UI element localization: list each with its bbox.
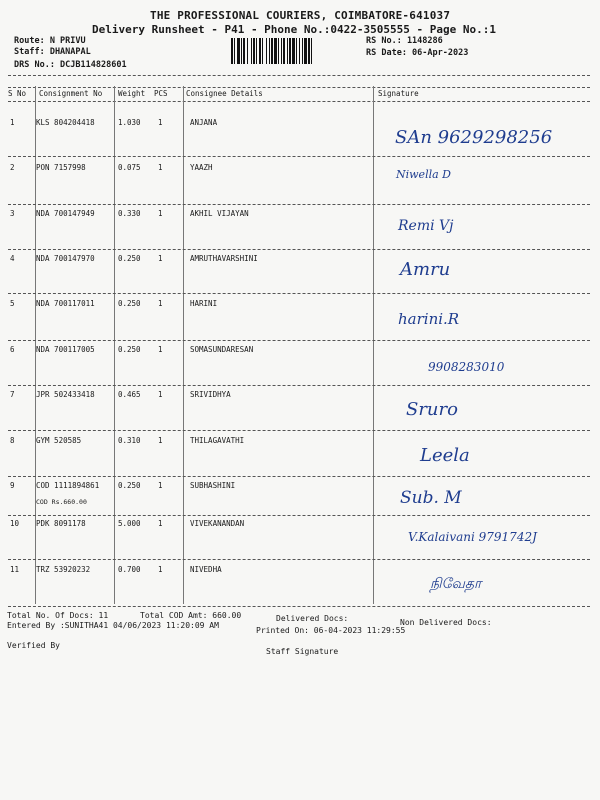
- rs-date: RS Date: 06-Apr-2023: [366, 48, 469, 58]
- row-divider: [8, 156, 590, 157]
- consignee-name: HARINI: [190, 299, 218, 308]
- consignee-name: ANJANA: [190, 118, 218, 127]
- column-header-signature: Signature: [378, 89, 419, 98]
- consignee-name: SRIVIDHYA: [190, 390, 231, 399]
- weight-value: 0.250: [118, 254, 141, 263]
- consignment-number: PDK 8091178: [36, 519, 86, 528]
- weight-value: 0.250: [118, 345, 141, 354]
- row-divider: [8, 204, 590, 205]
- consignee-name: THILAGAVATHI: [190, 436, 245, 445]
- runsheet-subtitle: Delivery Runsheet - P41 - Phone No.:0422-3505555 - Page No.:1: [92, 23, 496, 36]
- verified-by: Verified By: [7, 641, 60, 650]
- staff-signature: Staff Signature: [266, 647, 339, 656]
- pieces-count: 1: [158, 254, 163, 263]
- divider: [8, 606, 590, 607]
- row-number: 2: [10, 163, 15, 172]
- pieces-count: 1: [158, 118, 163, 127]
- column-header-weight: Weight: [118, 89, 146, 98]
- weight-value: 0.310: [118, 436, 141, 445]
- row-divider: [8, 559, 590, 560]
- pieces-count: 1: [158, 299, 163, 308]
- column-line: [183, 86, 184, 604]
- pieces-count: 1: [158, 390, 163, 399]
- column-line: [373, 86, 374, 604]
- consignee-name: VIVEKANANDAN: [190, 519, 245, 528]
- company-title: THE PROFESSIONAL COURIERS, COIMBATORE-641037: [150, 9, 451, 22]
- staff-label: Staff: DHANAPAL: [14, 47, 91, 57]
- pieces-count: 1: [158, 565, 163, 574]
- row-divider: [8, 430, 590, 431]
- row-number: 4: [10, 254, 15, 263]
- handwritten-signature: 9908283010: [428, 360, 505, 374]
- weight-value: 0.330: [118, 209, 141, 218]
- non-delivered-docs: Non Delivered Docs:: [400, 618, 492, 627]
- handwritten-signature: V.Kalaivani 9791742J: [408, 530, 537, 544]
- consignment-number: PON 7157998: [36, 163, 86, 172]
- consignment-number: KLS 804204418: [36, 118, 95, 127]
- weight-value: 0.250: [118, 299, 141, 308]
- row-divider: [8, 293, 590, 294]
- consignee-name: SUBHASHINI: [190, 481, 236, 490]
- divider: [8, 87, 590, 88]
- column-header-consignment: Consignment No: [39, 89, 103, 98]
- consignee-name: NIVEDHA: [190, 565, 222, 574]
- consignee-name: AMRUTHAVARSHINI: [190, 254, 258, 263]
- handwritten-signature: Sruro: [406, 399, 458, 420]
- handwritten-signature: harini.R: [398, 310, 460, 328]
- consignment-number: COD 1111894861: [36, 481, 100, 490]
- row-number: 7: [10, 390, 15, 399]
- consignment-number: TRZ 53920232: [36, 565, 91, 574]
- row-number: 1: [10, 118, 15, 127]
- consignment-number: NDA 700147949: [36, 209, 95, 218]
- drs-number: DRS No.: DCJB114828601: [14, 60, 127, 70]
- row-number: 8: [10, 436, 15, 445]
- consignee-name: AKHIL VIJAYAN: [190, 209, 249, 218]
- consignee-name: SOMASUNDARESAN: [190, 345, 254, 354]
- divider: [8, 75, 590, 76]
- printed-on: Printed On: 06-04-2023 11:29:55: [256, 626, 406, 635]
- pieces-count: 1: [158, 519, 163, 528]
- handwritten-signature: SAn 9629298256: [395, 127, 553, 148]
- entered-by: Entered By :SUNITHA41 04/06/2023 11:20:09 AM: [7, 621, 219, 630]
- column-header-sno: S No: [8, 89, 27, 98]
- row-number: 3: [10, 209, 15, 218]
- weight-value: 0.465: [118, 390, 141, 399]
- handwritten-signature: நிவேதா: [430, 576, 482, 592]
- weight-value: 0.700: [118, 565, 141, 574]
- handwritten-signature: Remi Vj: [398, 218, 454, 234]
- pieces-count: 1: [158, 481, 163, 490]
- row-divider: [8, 515, 590, 516]
- weight-value: 1.030: [118, 118, 141, 127]
- weight-value: 0.250: [118, 481, 141, 490]
- column-header-pcs: PCS: [154, 89, 168, 98]
- weight-value: 0.075: [118, 163, 141, 172]
- consignment-number: NDA 700147970: [36, 254, 95, 263]
- handwritten-signature: Leela: [420, 445, 470, 466]
- row-number: 10: [10, 519, 20, 528]
- delivered-docs: Delivered Docs:: [276, 614, 349, 623]
- column-line: [114, 86, 115, 604]
- handwritten-signature: Sub. M: [400, 488, 462, 508]
- row-divider: [8, 476, 590, 477]
- pieces-count: 1: [158, 345, 163, 354]
- total-docs: Total No. Of Docs: 11: [7, 611, 109, 620]
- column-header-consignee: Consignee Details: [186, 89, 263, 98]
- pieces-count: 1: [158, 163, 163, 172]
- consignment-number: GYM 520585: [36, 436, 82, 445]
- rs-number: RS No.: 1148286: [366, 36, 443, 46]
- row-number: 6: [10, 345, 15, 354]
- cod-amount-note: COD Rs.660.00: [36, 498, 87, 506]
- row-divider: [8, 340, 590, 341]
- row-divider: [8, 249, 590, 250]
- consignee-name: YAAZH: [190, 163, 213, 172]
- row-number: 9: [10, 481, 15, 490]
- weight-value: 5.000: [118, 519, 141, 528]
- barcode: [231, 38, 357, 64]
- route-label: Route: N PRIVU: [14, 36, 86, 46]
- consignment-number: NDA 700117011: [36, 299, 95, 308]
- total-cod-amount: Total COD Amt: 660.00: [140, 611, 242, 620]
- row-number: 11: [10, 565, 20, 574]
- handwritten-signature: Niwella D: [396, 168, 451, 181]
- divider: [8, 101, 590, 102]
- consignment-number: NDA 700117005: [36, 345, 95, 354]
- pieces-count: 1: [158, 436, 163, 445]
- row-divider: [8, 385, 590, 386]
- row-number: 5: [10, 299, 15, 308]
- pieces-count: 1: [158, 209, 163, 218]
- consignment-number: JPR 502433418: [36, 390, 95, 399]
- handwritten-signature: Amru: [400, 259, 451, 280]
